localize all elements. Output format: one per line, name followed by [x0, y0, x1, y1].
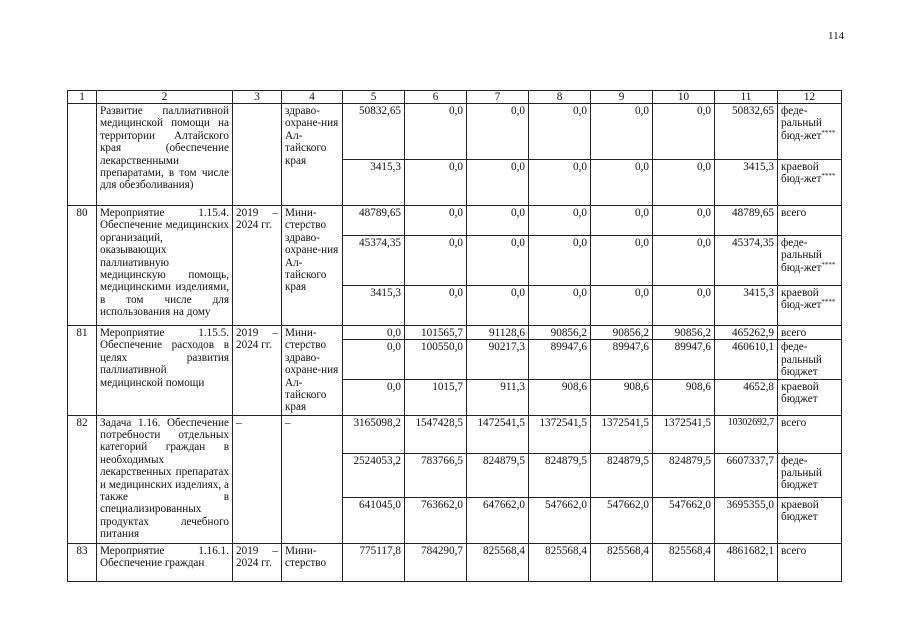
amount-cell: 824879,5 [529, 453, 591, 497]
funding-source [778, 453, 842, 497]
amount-cell: 0,0 [405, 236, 467, 286]
amount-cell: 91128,6 [467, 326, 529, 340]
amount-cell: 0,0 [467, 206, 529, 236]
amount-cell: 89947,6 [653, 340, 715, 379]
amount-cell: 0,0 [591, 206, 653, 236]
funding-source-label: феде-ральный бюд-жет [781, 237, 822, 274]
amount-cell: 3415,3 [715, 160, 778, 206]
amount-cell: 824879,5 [653, 453, 715, 497]
amount-cell: 50832,65 [715, 104, 778, 160]
amount-cell: 1372541,5 [591, 415, 653, 453]
header-cell-4: 4 [282, 91, 343, 104]
footnote-mark: **** [821, 172, 836, 181]
funding-source-label: всего [781, 207, 807, 219]
funding-source [778, 160, 842, 206]
amount-cell: 911,3 [467, 379, 529, 415]
amount-cell: 90217,3 [467, 340, 529, 379]
funding-source [778, 206, 842, 236]
amount-cell: 4652,8 [715, 379, 778, 415]
funding-source-label: краевой бюджет [781, 380, 819, 406]
amount-cell: 0,0 [591, 160, 653, 206]
amount-cell: 908,6 [591, 379, 653, 415]
period [233, 104, 282, 206]
funding-source-label: краевой бюд-жет [781, 161, 822, 186]
period: – [233, 415, 282, 543]
amount-cell: 3165098,2 [343, 415, 405, 453]
amount-cell: 90856,2 [653, 326, 715, 340]
amount-cell: 1372541,5 [529, 415, 591, 453]
amount-cell: 0,0 [529, 160, 591, 206]
amount-cell: 641045,0 [343, 497, 405, 543]
funding-source-label: краевой бюджет [781, 498, 819, 524]
amount-cell: 2524053,2 [343, 453, 405, 497]
funding-source-label: всего [781, 544, 807, 557]
amount-cell: 1015,7 [405, 379, 467, 415]
header-cell-7: 7 [467, 91, 529, 104]
table-row [68, 326, 842, 340]
amount-cell: 825568,4 [467, 543, 529, 581]
amount-cell: 0,0 [467, 160, 529, 206]
amount-cell: 824879,5 [591, 453, 653, 497]
amount-cell: 90856,2 [529, 326, 591, 340]
amount-cell: 10302692,7 [715, 415, 778, 453]
header-cell-5: 5 [343, 91, 405, 104]
amount-cell: 0,0 [467, 236, 529, 286]
amount-cell: 48789,65 [715, 206, 778, 236]
funding-source-label: феде-ральный бюд-жет [781, 105, 822, 142]
amount-cell: 3415,3 [343, 286, 405, 326]
amount-cell: 825568,4 [653, 543, 715, 581]
row-number: 80 [68, 206, 97, 326]
executor: здраво-охране-ния Ал-тайского края [282, 104, 343, 206]
amount-cell: 465262,9 [715, 326, 778, 340]
amount-cell: 0,0 [343, 379, 405, 415]
measure-name: Мероприятие 1.15.4. Обеспечение медицинских организаций, оказывающих паллиативную медицинскую помощь, медицинскими изделиями, в том числе для использования на дому [97, 206, 233, 326]
amount-cell: 460610,1 [715, 340, 778, 379]
amount-cell: 0,0 [653, 104, 715, 160]
funding-source [778, 326, 842, 340]
amount-cell: 0,0 [405, 104, 467, 160]
amount-cell: 3695355,0 [715, 497, 778, 543]
header-cell-1: 1 [68, 91, 97, 104]
funding-source [778, 415, 842, 453]
funding-source [778, 236, 842, 286]
measure-name: Мероприятие 1.16.1. Обеспечение граждан [97, 543, 233, 581]
funding-source [778, 497, 842, 543]
period: 2019 – 2024 гг. [233, 326, 282, 416]
amount-cell: 89947,6 [529, 340, 591, 379]
period: 2019 – 2024 гг. [233, 206, 282, 326]
amount-cell: 825568,4 [591, 543, 653, 581]
amount-cell: 908,6 [653, 379, 715, 415]
amount-cell: 763662,0 [405, 497, 467, 543]
funding-source-label: всего [781, 327, 807, 339]
executor: – [282, 415, 343, 543]
amount-cell: 4861682,1 [715, 543, 778, 581]
amount-cell: 547662,0 [653, 497, 715, 543]
header-cell-12: 12 [778, 91, 842, 104]
amount-cell: 0,0 [529, 206, 591, 236]
amount-cell: 1472541,5 [467, 415, 529, 453]
amount-cell: 100550,0 [405, 340, 467, 379]
header-cell-6: 6 [405, 91, 467, 104]
amount-cell: 101565,7 [405, 326, 467, 340]
funding-source [778, 379, 842, 415]
amount-cell: 0,0 [467, 104, 529, 160]
measure-name: Задача 1.16. Обеспечение потребности отдельных категорий граждан в необходимых лекарственных препаратах и медицинских изделиях, а также в специализированных продуктах лечебного питания [97, 415, 233, 543]
amount-cell: 0,0 [653, 236, 715, 286]
budget-table [67, 90, 842, 582]
header-cell-10: 10 [653, 91, 715, 104]
funding-source-label: феде-ральный бюджет [781, 454, 822, 492]
funding-source-label: феде-ральный бюджет [781, 341, 822, 379]
amount-cell: 784290,7 [405, 543, 467, 581]
amount-cell: 0,0 [653, 286, 715, 326]
amount-cell: 0,0 [591, 236, 653, 286]
table-row [68, 415, 842, 453]
amount-cell: 783766,5 [405, 453, 467, 497]
amount-cell: 89947,6 [591, 340, 653, 379]
executor: Мини-стерство [282, 543, 343, 581]
footnote-mark: **** [821, 128, 836, 137]
row-number [68, 104, 97, 206]
page-number: 114 [828, 30, 845, 42]
amount-cell: 50832,65 [343, 104, 405, 160]
footnote-mark: **** [821, 260, 836, 269]
header-cell-11: 11 [715, 91, 778, 104]
amount-cell: 45374,35 [715, 236, 778, 286]
amount-cell: 90856,2 [591, 326, 653, 340]
amount-cell: 6607337,7 [715, 453, 778, 497]
amount-cell: 0,0 [405, 206, 467, 236]
header-cell-9: 9 [591, 91, 653, 104]
amount-cell: 48789,65 [343, 206, 405, 236]
table-row [68, 543, 842, 581]
amount-cell: 0,0 [529, 104, 591, 160]
amount-cell: 0,0 [529, 236, 591, 286]
amount-cell: 45374,35 [343, 236, 405, 286]
amount-cell: 547662,0 [591, 497, 653, 543]
header-cell-2: 2 [97, 91, 233, 104]
amount-cell: 3415,3 [343, 160, 405, 206]
row-number: 81 [68, 326, 97, 416]
measure-name: Мероприятие 1.15.5. Обеспечение расходов в целях развития паллиативной медицинской помощи [97, 326, 233, 416]
amount-cell: 0,0 [405, 286, 467, 326]
header-cell-3: 3 [233, 91, 282, 104]
row-number: 82 [68, 415, 97, 543]
amount-cell: 0,0 [591, 286, 653, 326]
amount-cell: 824879,5 [467, 453, 529, 497]
amount-cell: 0,0 [591, 104, 653, 160]
amount-cell: 0,0 [467, 286, 529, 326]
amount-cell: 647662,0 [467, 497, 529, 543]
amount-cell: 3415,3 [715, 286, 778, 326]
amount-cell: 908,6 [529, 379, 591, 415]
amount-cell: 0,0 [343, 326, 405, 340]
header-cell-8: 8 [529, 91, 591, 104]
amount-cell: 775117,8 [343, 543, 405, 581]
amount-cell: 0,0 [653, 160, 715, 206]
table-row [68, 104, 842, 160]
funding-source [778, 543, 842, 581]
funding-source [778, 286, 842, 326]
executor: Мини-стерство здраво-охране-ния Ал-тайского края [282, 326, 343, 416]
amount-cell: 0,0 [405, 160, 467, 206]
executor: Мини-стерство здраво-охране-ния Ал-тайского края [282, 206, 343, 326]
funding-source [778, 104, 842, 160]
amount-cell: 825568,4 [529, 543, 591, 581]
measure-name: Развитие паллиативной медицинской помощи на территории Алтайского края (обеспечение лекарственными препаратами, в том числе для обезболивания) [97, 104, 233, 206]
row-number: 83 [68, 543, 97, 581]
amount-cell: 1372541,5 [653, 415, 715, 453]
amount-cell: 0,0 [343, 340, 405, 379]
footnote-mark: **** [821, 298, 836, 307]
funding-source-label: всего [781, 416, 807, 429]
table-row [68, 206, 842, 236]
period: 2019 – 2024 гг. [233, 543, 282, 581]
header-row [68, 91, 842, 104]
amount-cell: 1547428,5 [405, 415, 467, 453]
funding-source [778, 340, 842, 379]
amount-cell: 0,0 [529, 286, 591, 326]
amount-cell: 0,0 [653, 206, 715, 236]
funding-source-label: краевой бюд-жет [781, 287, 822, 312]
amount-cell: 547662,0 [529, 497, 591, 543]
